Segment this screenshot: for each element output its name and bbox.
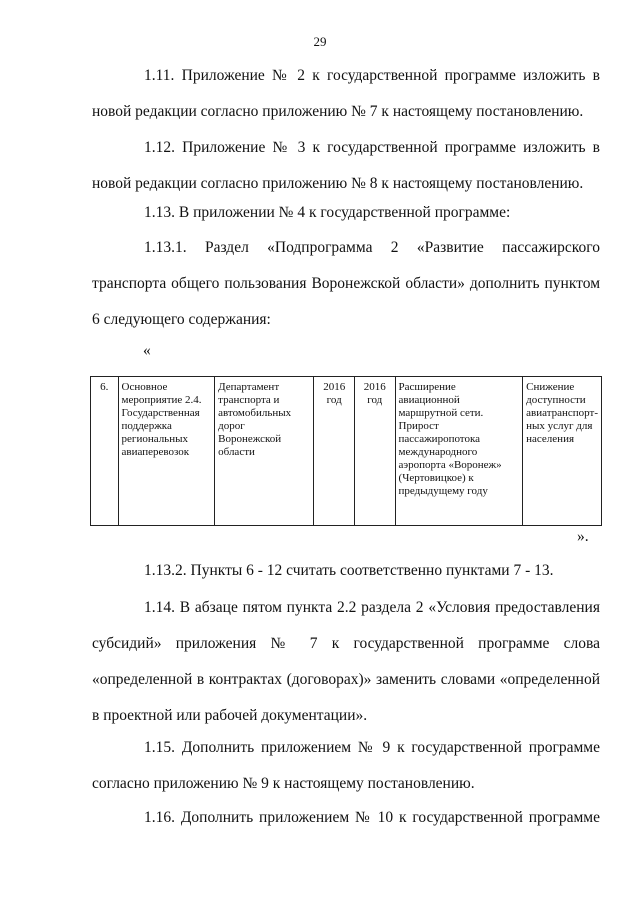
cell-measure: Основное мероприятие 2.4. Государственная поддержка региональных авиаперевозок	[118, 377, 215, 526]
paragraph-1-13-1	[92, 230, 600, 338]
closing-quote: ».	[577, 528, 589, 545]
paragraph-1-13-1-text: 1.13.1. Раздел «Подпрограмма 2 «Развитие пассажирского транспорта общего пользования Воронежской области» дополнить пунктом 6 следующего содержания:	[92, 239, 600, 328]
paragraph-1-11-text: 1.11. Приложение № 2 к государственной программе изложить в новой редакции согласно приложению № 7 к настоящему постановлению.	[92, 67, 600, 120]
table-row	[91, 377, 602, 526]
paragraph-1-13	[92, 195, 600, 231]
cell-year-start: 2016 год	[314, 377, 355, 526]
paragraph-1-13-text: 1.13. В приложении № 4 к государственной программе:	[144, 204, 511, 221]
paragraph-1-16-text: 1.16. Дополнить приложением № 10 к государственной программе	[144, 809, 600, 826]
cell-number: 6.	[91, 377, 119, 526]
inserted-program-table	[90, 376, 602, 526]
cell-executor: Департамент транспорта и автомобильных дорог Воронежской области	[215, 377, 314, 526]
paragraph-1-11	[92, 58, 600, 130]
paragraph-1-15	[92, 730, 600, 802]
paragraph-1-16	[92, 800, 600, 836]
paragraph-1-14-text: 1.14. В абзаце пятом пункта 2.2 раздела 2 «Условия предоставления субсидий» приложения № 7 к государственной программе слова «определенной в контрактах (договорах)» заменить словами «определенной в проектной или рабочей документации».	[92, 599, 600, 724]
cell-year-end: 2016 год	[354, 377, 395, 526]
paragraph-1-12	[92, 130, 600, 202]
cell-result: Расширение авиационной маршрутной сети. Прирост пассажиропотока международного аэропорта «Воронеж» (Чертовицкое) к предыдущему году	[395, 377, 523, 526]
cell-consequence: Снижение доступности авиатранспорт-ных услуг для населения	[523, 377, 602, 526]
paragraph-1-12-text: 1.12. Приложение № 3 к государственной программе изложить в новой редакции согласно приложению № 8 к настоящему постановлению.	[92, 139, 600, 192]
opening-quote: «	[143, 342, 151, 359]
paragraph-1-13-2-text: 1.13.2. Пункты 6 - 12 считать соответственно пунктами 7 - 13.	[144, 562, 554, 579]
paragraph-1-15-text: 1.15. Дополнить приложением № 9 к государственной программе согласно приложению № 9 к настоящему постановлению.	[92, 739, 600, 792]
paragraph-1-14	[92, 590, 600, 734]
page-number: 29	[313, 34, 327, 49]
paragraph-1-13-2	[92, 553, 600, 589]
